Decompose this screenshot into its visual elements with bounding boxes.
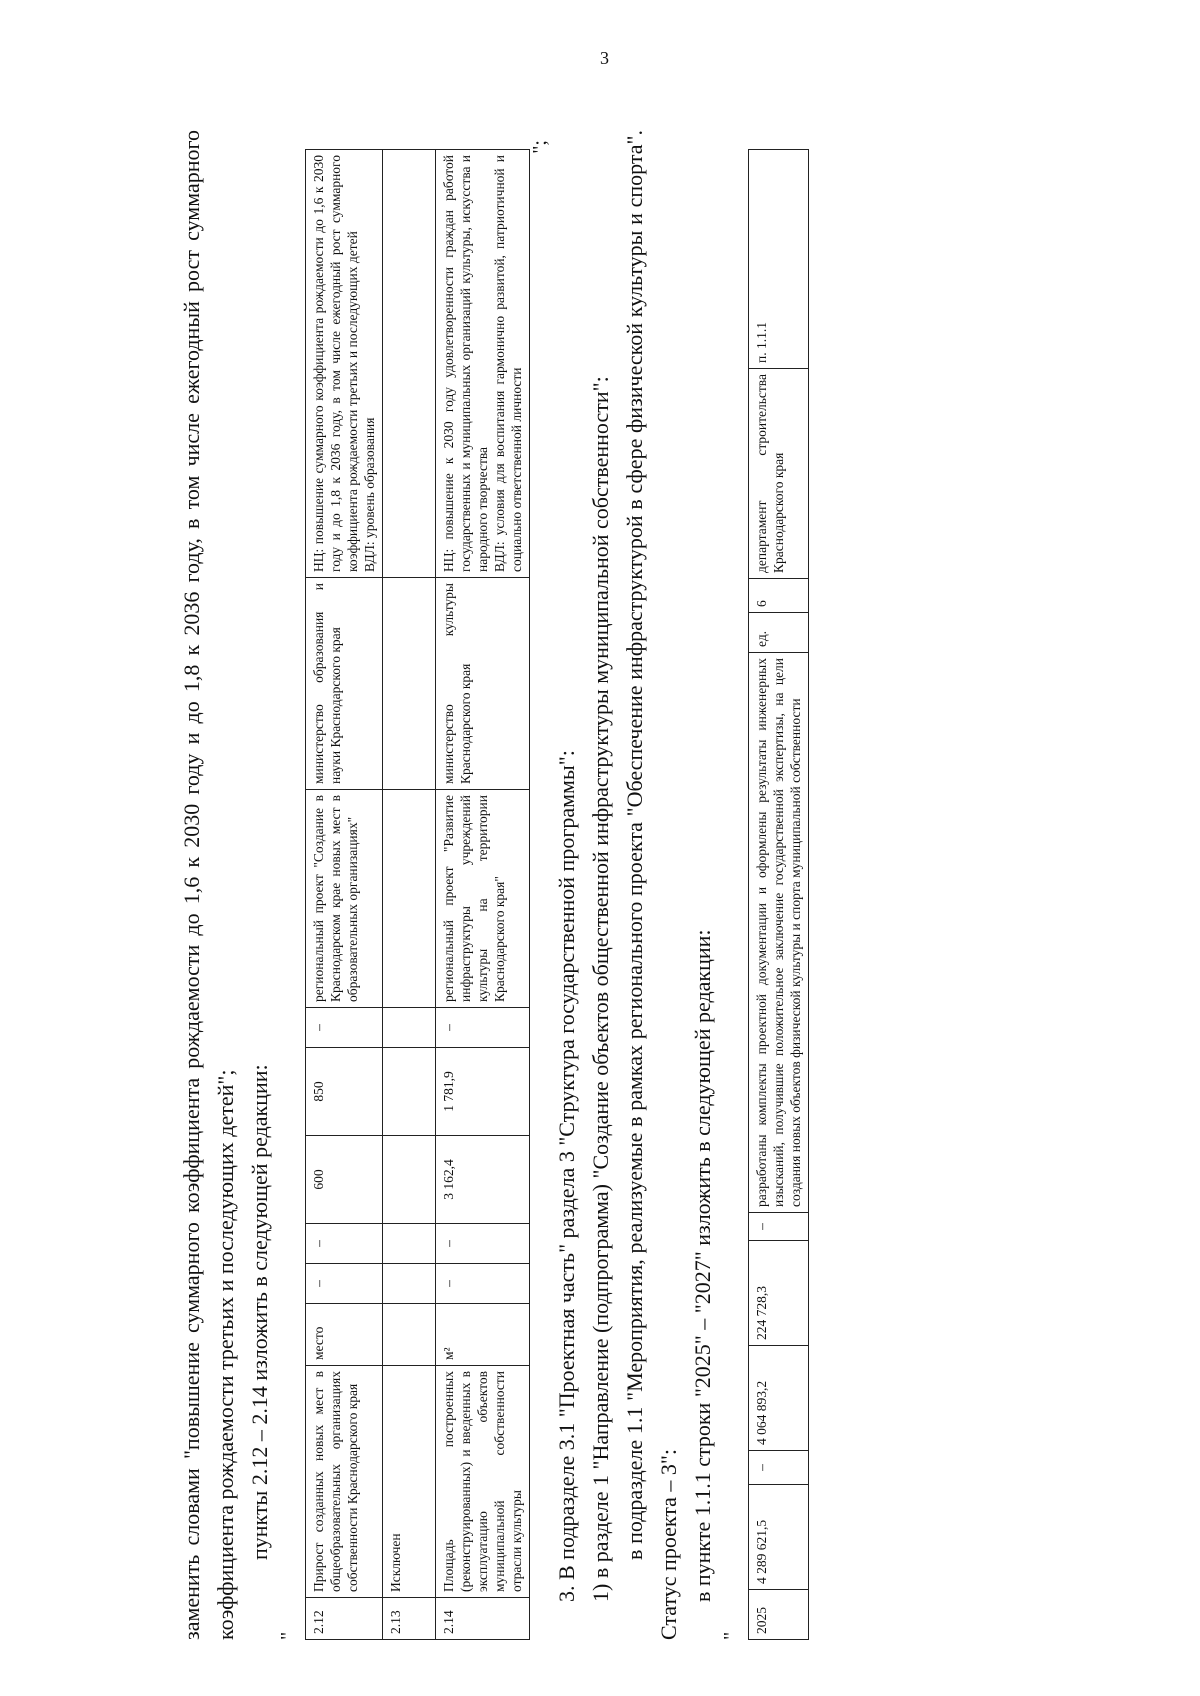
value-cell: – <box>306 1264 383 1304</box>
value-cell: 600 <box>306 1136 383 1224</box>
table-row <box>383 150 436 1640</box>
indicator-name: Исключен <box>383 1366 436 1598</box>
amount-cell: 4 064 893,2 <box>749 1346 809 1451</box>
value-cell: – <box>306 1008 383 1048</box>
goals-cell <box>383 150 436 578</box>
project-cell <box>383 790 436 1008</box>
responsible-cell: министерство образования и науки Краснодарского края <box>306 578 383 790</box>
close-quote: "; <box>529 140 551 154</box>
responsible-cell: департамент строительства Краснодарского края <box>749 369 809 579</box>
section-heading: 3. В подразделе 3.1 "Проектная часть" раздела 3 "Структура государственной программы": <box>554 750 579 1602</box>
responsible-cell <box>383 578 436 790</box>
intro-paragraph: заменить словами "повышение суммарного коэффициента рождаемости до 1,6 к 2030 году и до 1,8 к 2036 году, в том числе ежегодный рост суммарного коэффициента рождаемости третьих и последующих детей"; <box>179 130 238 1640</box>
unit-cell: ед. <box>749 613 809 653</box>
value-cell: 1 781,9 <box>436 1048 530 1136</box>
row-number: 2.13 <box>383 1598 436 1640</box>
indicator-name: Площадь построенных (реконструированных) и введенных в эксплуатацию объектов муниципальной собственности отрасли культуры <box>436 1366 530 1598</box>
value-cell: 850 <box>306 1048 383 1136</box>
value-cell <box>383 1136 436 1224</box>
page-number: 3 <box>600 48 609 68</box>
amount-cell: 224 728,3 <box>749 1241 809 1346</box>
open-quote-2: " <box>720 1631 742 1640</box>
rotated-document-body <box>175 130 1185 1640</box>
funding-table <box>748 149 809 1640</box>
points-statement: пункты 2.12 – 2.14 изложить в следующей редакции: <box>247 1064 272 1560</box>
value-cell <box>383 1048 436 1136</box>
value-cell <box>383 1224 436 1264</box>
indicator-name: Прирост созданных новых мест в общеобразовательных организациях собственности Краснодарского края <box>306 1366 383 1598</box>
value-cell: – <box>436 1008 530 1048</box>
unit <box>383 1304 436 1366</box>
row-number: 2.14 <box>436 1598 530 1640</box>
goals-cell: НЦ: повышение к 2030 году удовлетворенности граждан работой государственных и муниципальных организаций культуры, искусства и народного творчества ВДЛ: условия для воспитания гармонично развитой, патриотичной и социально ответственной личности <box>436 150 530 578</box>
value-cell <box>383 1008 436 1048</box>
amount-cell: – <box>749 1451 809 1485</box>
value-cell <box>383 1264 436 1304</box>
responsible-cell: министерство культуры Краснодарского края <box>436 578 530 790</box>
goals-cell: НЦ: повышение суммарного коэффициента рождаемости до 1,6 к 2030 году и до 1,8 к 2036 году, в том числе ежегодный рост суммарного коэффициента рождаемости третьих и последующих детей ВДЛ: уровень образования <box>306 150 383 578</box>
quantity-cell: 6 <box>749 579 809 613</box>
project-cell: региональный проект "Развитие инфраструктуры учреждений культуры на территории Краснодарского края" <box>436 790 530 1008</box>
row-number: 2.12 <box>306 1598 383 1640</box>
table-row <box>436 150 530 1640</box>
year-cell: 2025 <box>749 1590 809 1640</box>
table-row <box>749 150 809 1640</box>
section-item-2: в подразделе 1.1 "Мероприятия, реализуемые в рамках регионального проекта "Обеспечение инфраструктурой в сфере физической культуры и спорта". Статус проекта – 3": <box>622 130 681 1640</box>
unit: место <box>306 1304 383 1366</box>
section-item-1: 1) в разделе 1 "Направление (подпрограмма) "Создание объектов общественной инфраструктуры муниципальной собственности": <box>588 376 613 1602</box>
open-quote: " <box>277 1631 299 1640</box>
amount-cell: 4 289 621,5 <box>749 1485 809 1590</box>
value-cell: 3 162,4 <box>436 1136 530 1224</box>
section-item-3: в пункте 1.1.1 строки "2025" – "2027" изложить в следующей редакции: <box>690 929 715 1602</box>
value-cell: – <box>436 1264 530 1304</box>
value-cell: – <box>306 1224 383 1264</box>
indicators-table <box>305 149 530 1640</box>
reference-cell: п. 1.1.1 <box>749 150 809 369</box>
project-cell: региональный проект "Создание в Краснодарском крае новых мест в образовательных организациях" <box>306 790 383 1008</box>
value-cell: – <box>436 1224 530 1264</box>
result-cell: разработаны комплекты проектной документации и оформлены результаты инженерных изысканий, получившие положительное заключение государственной экспертизы, на цели создания новых объектов физической культуры и спорта муниципальной собственности <box>749 653 809 1213</box>
table-row <box>306 150 383 1640</box>
unit: м² <box>436 1304 530 1366</box>
amount-cell: – <box>749 1213 809 1241</box>
